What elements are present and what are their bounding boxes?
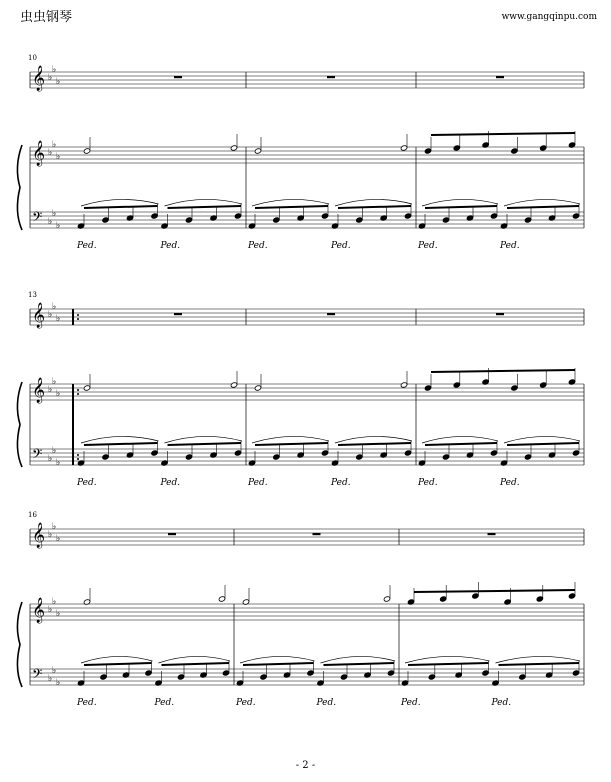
repeat-dot xyxy=(77,454,79,456)
note-head xyxy=(356,217,363,223)
flat-sign: ♭ xyxy=(52,522,57,532)
beam xyxy=(499,663,580,665)
flat-sign: ♭ xyxy=(48,605,53,615)
flat-sign: ♭ xyxy=(48,148,53,158)
note-head xyxy=(218,596,225,602)
beam xyxy=(162,663,230,665)
flat-sign: ♭ xyxy=(48,674,53,684)
piano-right-staff xyxy=(30,384,584,400)
note-head xyxy=(102,454,109,460)
piano-right-staff xyxy=(30,604,584,620)
flat-sign: ♭ xyxy=(48,454,53,464)
note-head xyxy=(424,148,431,154)
note-head xyxy=(83,148,90,154)
note-head xyxy=(482,670,489,676)
flat-sign: ♭ xyxy=(52,140,57,150)
note-head xyxy=(404,213,411,219)
flat-sign: ♭ xyxy=(56,389,61,399)
note-head xyxy=(453,145,460,151)
whole-rest xyxy=(313,533,321,535)
note-head xyxy=(234,450,241,456)
system-2 xyxy=(17,291,584,488)
note-head xyxy=(400,145,407,151)
site-url: www.gangqinpu.com xyxy=(501,12,597,22)
note-head xyxy=(185,217,192,223)
note-head xyxy=(472,593,479,599)
note-head xyxy=(230,145,237,151)
brace xyxy=(17,382,22,467)
flat-sign: ♭ xyxy=(48,385,53,395)
pedal-mark: Ped. xyxy=(154,698,175,708)
note-head xyxy=(356,454,363,460)
note-head xyxy=(230,382,237,388)
note-head xyxy=(568,593,575,599)
whole-rest xyxy=(327,76,335,78)
whole-rest xyxy=(174,76,182,78)
flat-sign: ♭ xyxy=(56,534,61,544)
slur xyxy=(165,436,243,443)
measure-number: 16 xyxy=(28,511,37,519)
note-head xyxy=(540,145,547,151)
flat-sign: ♭ xyxy=(52,209,57,219)
whole-rest xyxy=(327,313,335,315)
pedal-mark: Ped. xyxy=(160,478,181,488)
beam xyxy=(255,443,328,445)
note-head xyxy=(424,385,431,391)
slur xyxy=(252,199,329,206)
slur xyxy=(422,199,498,206)
note-head xyxy=(383,596,390,602)
note-head xyxy=(340,674,347,680)
beam xyxy=(168,206,242,208)
pedal-mark: Ped. xyxy=(77,698,97,708)
note-head xyxy=(145,670,152,676)
beam xyxy=(338,206,411,208)
note-head xyxy=(177,674,184,680)
whole-rest xyxy=(496,76,504,78)
note-head xyxy=(234,213,241,219)
pedal-mark: Ped. xyxy=(248,241,268,251)
note-head xyxy=(519,674,526,680)
repeat-dot xyxy=(77,318,79,320)
flat-sign: ♭ xyxy=(56,609,61,619)
beam xyxy=(84,443,158,445)
repeat-dot xyxy=(77,458,79,460)
treble-clef: 𝄞 xyxy=(32,141,46,166)
beam xyxy=(414,590,575,592)
note-head xyxy=(400,382,407,388)
flat-sign: ♭ xyxy=(56,314,61,324)
beam xyxy=(324,663,395,665)
pedal-mark: Ped. xyxy=(331,478,351,488)
note-head xyxy=(540,382,547,388)
flat-sign: ♭ xyxy=(52,377,57,387)
measure-number: 13 xyxy=(28,291,37,299)
repeat-dot xyxy=(77,314,79,316)
system-1 xyxy=(17,54,584,251)
slur xyxy=(252,436,329,443)
repeat-dot xyxy=(77,393,79,395)
slur xyxy=(405,656,490,663)
note-head xyxy=(151,213,158,219)
note-head xyxy=(572,450,579,456)
note-head xyxy=(453,382,460,388)
treble-clef: 𝄞 xyxy=(32,378,46,403)
beam xyxy=(338,443,411,445)
note-head xyxy=(524,454,531,460)
flat-sign: ♭ xyxy=(48,73,53,83)
slur xyxy=(240,656,315,663)
page-number: - 2 - xyxy=(295,760,316,771)
note-head xyxy=(254,148,261,154)
note-head xyxy=(440,596,447,602)
note-head xyxy=(260,674,267,680)
flat-sign: ♭ xyxy=(56,221,61,231)
note-head xyxy=(536,596,543,602)
note-head xyxy=(100,674,107,680)
note-head xyxy=(490,450,497,456)
pedal-mark: Ped. xyxy=(77,241,97,251)
note-head xyxy=(185,454,192,460)
note-head xyxy=(273,217,280,223)
pedal-mark: Ped. xyxy=(236,698,256,708)
beam xyxy=(425,443,497,445)
bass-clef: 𝄢 xyxy=(32,446,43,465)
beam xyxy=(507,443,579,445)
flat-sign: ♭ xyxy=(52,666,57,676)
pedal-mark: Ped. xyxy=(500,478,520,488)
beam xyxy=(84,663,152,665)
flat-sign: ♭ xyxy=(56,458,61,468)
beam xyxy=(425,206,497,208)
note-head xyxy=(442,454,449,460)
note-head xyxy=(511,148,518,154)
whole-rest xyxy=(168,533,176,535)
note-head xyxy=(321,213,328,219)
whole-rest xyxy=(174,313,182,315)
vocal-staff xyxy=(30,309,584,325)
flat-sign: ♭ xyxy=(52,65,57,75)
site-name: 虫虫钢琴 xyxy=(20,10,73,25)
slur xyxy=(321,656,396,663)
beam xyxy=(84,206,158,208)
flat-sign: ♭ xyxy=(52,597,57,607)
repeat-dot xyxy=(77,389,79,391)
vocal-staff xyxy=(30,72,584,88)
slur xyxy=(165,199,243,206)
measure-number: 10 xyxy=(28,54,37,62)
whole-rest xyxy=(496,313,504,315)
flat-sign: ♭ xyxy=(48,530,53,540)
flat-sign: ♭ xyxy=(48,217,53,227)
note-head xyxy=(404,450,411,456)
treble-clef: 𝄞 xyxy=(32,523,46,548)
whole-rest xyxy=(488,533,496,535)
note-head xyxy=(524,217,531,223)
system-3 xyxy=(17,511,584,708)
piano-left-staff xyxy=(30,669,584,685)
note-head xyxy=(387,670,394,676)
flat-sign: ♭ xyxy=(56,152,61,162)
note-head xyxy=(511,385,518,391)
brace xyxy=(17,145,22,230)
pedal-mark: Ped. xyxy=(248,478,268,488)
beam xyxy=(431,133,575,135)
slur xyxy=(335,199,412,206)
slur xyxy=(504,199,580,206)
pedal-mark: Ped. xyxy=(418,241,438,251)
note-head xyxy=(151,450,158,456)
flat-sign: ♭ xyxy=(56,678,61,688)
beam xyxy=(408,663,489,665)
flat-sign: ♭ xyxy=(48,310,53,320)
pedal-mark: Ped. xyxy=(77,478,97,488)
pedal-mark: Ped. xyxy=(316,698,337,708)
pedal-mark: Ped. xyxy=(401,698,421,708)
pedal-mark: Ped. xyxy=(160,241,181,251)
beam xyxy=(431,370,575,372)
piano-right-staff xyxy=(30,147,584,163)
pedal-mark: Ped. xyxy=(491,698,512,708)
flat-sign: ♭ xyxy=(52,302,57,312)
note-head xyxy=(83,385,90,391)
note-head xyxy=(307,670,314,676)
note-head xyxy=(442,217,449,223)
flat-sign: ♭ xyxy=(52,446,57,456)
note-head xyxy=(572,670,579,676)
beam xyxy=(168,443,242,445)
slur xyxy=(504,436,580,443)
slur xyxy=(496,656,581,663)
pedal-mark: Ped. xyxy=(331,241,351,251)
slur xyxy=(335,436,412,443)
note-head xyxy=(222,670,229,676)
treble-clef: 𝄞 xyxy=(32,598,46,623)
treble-clef: 𝄞 xyxy=(32,66,46,91)
note-head xyxy=(321,450,328,456)
slur xyxy=(159,656,231,663)
note-head xyxy=(572,213,579,219)
pedal-mark: Ped. xyxy=(500,241,520,251)
slur xyxy=(422,436,498,443)
beam xyxy=(507,206,579,208)
treble-clef: 𝄞 xyxy=(32,303,46,328)
slur xyxy=(81,656,153,663)
slur xyxy=(81,436,159,443)
note-head xyxy=(428,674,435,680)
note-head xyxy=(490,213,497,219)
note-head xyxy=(254,385,261,391)
bass-clef: 𝄢 xyxy=(32,666,43,685)
beam xyxy=(243,663,314,665)
flat-sign: ♭ xyxy=(56,77,61,87)
vocal-staff xyxy=(30,529,584,545)
bass-clef: 𝄢 xyxy=(32,209,43,228)
note-head xyxy=(102,217,109,223)
slur xyxy=(81,199,159,206)
pedal-mark: Ped. xyxy=(418,478,438,488)
beam xyxy=(255,206,328,208)
note-head xyxy=(273,454,280,460)
brace xyxy=(17,602,22,687)
